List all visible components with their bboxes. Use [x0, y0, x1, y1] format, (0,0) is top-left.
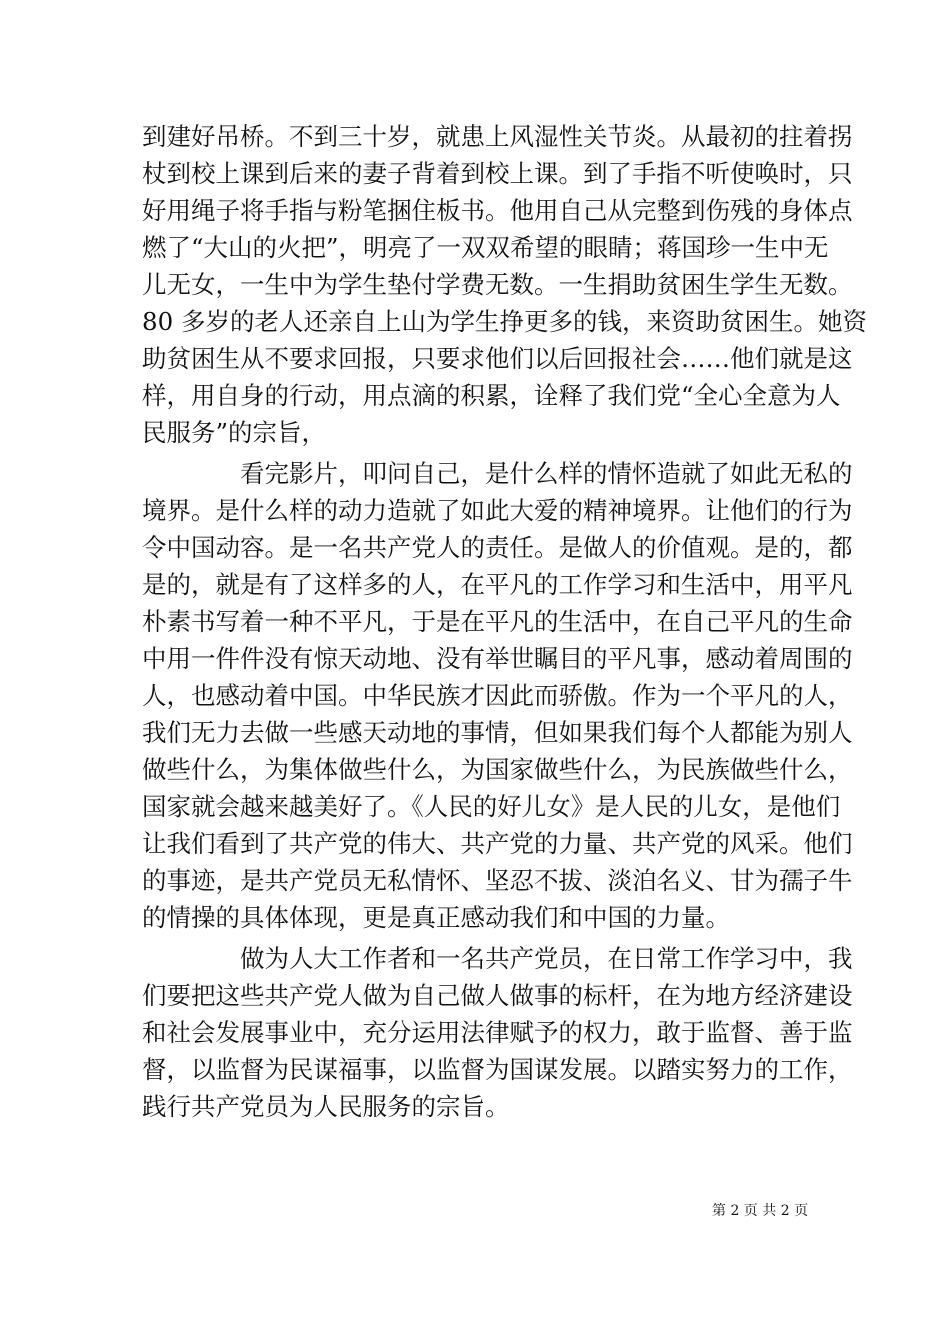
text-line: 境界。是什么样的动力造就了如此大爱的精神境界。让他们的行为	[142, 496, 853, 525]
text-line: 国家就会越来越美好了。《人民的好儿女》是人民的儿女，是他们	[142, 792, 841, 821]
text-line: 让我们看到了共产党的伟大、共产党的力量、共产党的风采。他们	[142, 829, 853, 858]
text-line: 80 多岁的老人还亲自上山为学生挣更多的钱，来资助贫困生。她资	[142, 307, 867, 336]
paragraph-first-line: 做为人大工作者和一名共产党员，在日常工作学习中，我	[240, 944, 853, 973]
text-line: 儿无女，一生中为学生垫付学费无数。一生捐助贫困生学生无数。	[142, 270, 853, 299]
text-line: 好用绳子将手指与粉笔捆住板书。他用自己从完整到伤残的身体点	[142, 196, 853, 225]
text-line: 和社会发展事业中，充分运用法律赋予的权力，敢于监督、善于监	[142, 1018, 853, 1047]
text-line: 令中国动容。是一名共产党人的责任。是做人的价值观。是的，都	[142, 533, 853, 562]
text-line: 杖到校上课到后来的妻子背着到校上课。到了手指不听使唤时，只	[142, 159, 853, 188]
text-line: 中用一件件没有惊天动地、没有举世瞩目的平凡事，感动着周围的	[142, 644, 853, 673]
text-line: 督，以监督为民谋福事，以监督为国谋发展。以踏实努力的工作，	[142, 1055, 853, 1084]
paragraph-first-line: 看完影片，叩问自己，是什么样的情怀造就了如此无私的	[240, 459, 853, 488]
text-line: 样，用自身的行动，用点滴的积累，诠释了我们党“全心全意为人	[142, 381, 841, 410]
text-line: 践行共产党员为人民服务的宗旨。	[142, 1092, 510, 1121]
page-number: 第 2 页 共 2 页	[712, 1203, 809, 1219]
text-line: 到建好吊桥。不到三十岁，就患上风湿性关节炎。从最初的拄着拐	[142, 122, 853, 151]
text-line: 朴素书写着一种不平凡，于是在平凡的生活中，在自己平凡的生命	[142, 607, 853, 636]
text-line: 人，也感动着中国。中华民族才因此而骄傲。作为一个平凡的人，	[142, 681, 853, 710]
text-line: 做些什么，为集体做些什么，为国家做些什么，为民族做些什么，	[142, 755, 853, 784]
text-line: 民服务”的宗旨，	[142, 418, 327, 447]
text-line: 是的，就是有了这样多的人，在平凡的工作学习和生活中，用平凡	[142, 570, 853, 599]
text-line: 助贫困生从不要求回报，只要求他们以后回报社会……他们就是这	[142, 344, 853, 373]
text-line: 的事迹，是共产党员无私情怀、坚忍不拔、淡泊名义、甘为孺子牛	[142, 866, 853, 895]
text-line: 的情操的具体体现，更是真正感动我们和中国的力量。	[142, 903, 730, 932]
text-line: 燃了“大山的火把”，明亮了一双双希望的眼睛；蒋国珍一生中无	[142, 233, 829, 262]
text-line: 我们无力去做一些感天动地的事情，但如果我们每个人都能为别人	[142, 718, 853, 747]
text-line: 们要把这些共产党人做为自己做人做事的标杆，在为地方经济建设	[142, 981, 853, 1010]
